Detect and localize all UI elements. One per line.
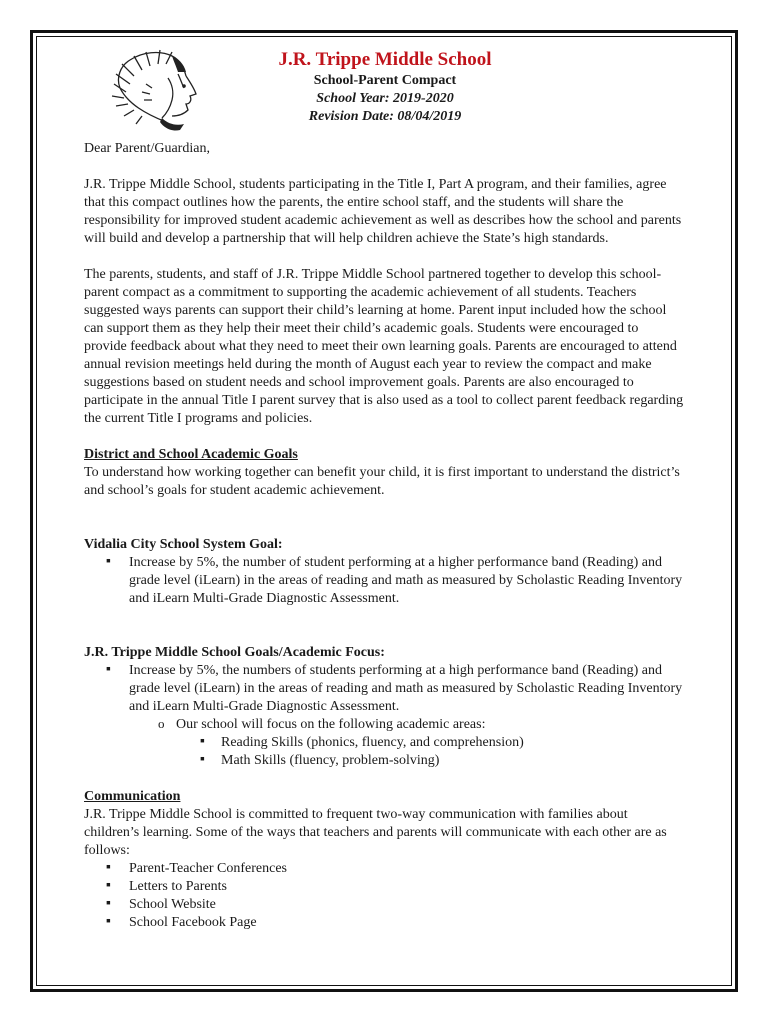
communication-item: ▪ School Website xyxy=(84,896,684,914)
district-goal-heading: Vidalia City School System Goal: xyxy=(84,537,283,552)
academic-area-item: ▪ Reading Skills (phonics, fluency, and comprehension) xyxy=(84,734,684,752)
district-goal-list xyxy=(84,554,684,608)
school-goal-heading: J.R. Trippe Middle School Goals/Academic Focus: xyxy=(84,645,385,660)
school-goal-sub-bullet: o Our school will focus on the following academic areas: xyxy=(84,716,684,734)
salutation: Dear Parent/Guardian, xyxy=(84,141,210,156)
document-header xyxy=(0,48,770,126)
communication-heading: Communication xyxy=(84,789,181,804)
communication-list xyxy=(84,860,684,932)
communication-item: ▪ Letters to Parents xyxy=(84,878,684,896)
school-goal-bullet: ▪ Increase by 5%, the numbers of students performing at a high performance band (Reading) and grade level (iLearn) in the areas of reading and math as measured by Scholastic Reading Inventory and iLearn Multi-Grade Diagnostic Assessment. xyxy=(84,662,684,716)
school-name-title: J.R. Trippe Middle School xyxy=(278,49,492,70)
goals-section-intro: To understand how working together can benefit your child, it is first important to understand the district’s and school’s goals for student academic achievement. xyxy=(84,465,680,498)
school-goal-list xyxy=(84,662,684,770)
academic-area-item: ▪ Math Skills (fluency, problem-solving) xyxy=(84,752,684,770)
goals-section-heading: District and School Academic Goals xyxy=(84,447,298,462)
document-title: School-Parent Compact xyxy=(313,73,457,88)
communication-intro: J.R. Trippe Middle School is committed to frequent two-way communication with families about children’s learning. Some of the ways that teachers and parents will communicate with each other are as follows: xyxy=(84,807,667,858)
communication-item: ▪ Parent-Teacher Conferences xyxy=(84,860,684,878)
intro-paragraph-2: The parents, students, and staff of J.R. Trippe Middle School partnered together to develop this school-parent compact as a commitment to supporting the academic achievement of all students. Teachers suggested ways parents can support their child’s learning at home. Parent input included how the school can support them as they help their meet their child’s academic goals. Students were encouraged to provide feedback about what they need to meet their own learning goals. Parents are encouraged to attend annual revision meetings held during the month of August each year to review the compact and make suggestions based on student needs and school improvement goals. Parents are also encouraged to participate in the annual Title I parent survey that is also used as a tool to collect parent feedback regarding the current Title I programs and policies. xyxy=(84,267,684,426)
district-goal-bullet: ▪ Increase by 5%, the number of student performing at a higher performance band (Reading) and grade level (iLearn) in the areas of reading and math as measured by Scholastic Reading Inventory and iLearn Multi-Grade Diagnostic Assessment. xyxy=(84,554,684,608)
school-year: School Year: 2019-2020 xyxy=(316,91,454,106)
communication-item: ▪ School Facebook Page xyxy=(84,914,684,932)
document-body xyxy=(84,140,684,932)
revision-date: Revision Date: 08/04/2019 xyxy=(308,109,462,124)
intro-paragraph-1: J.R. Trippe Middle School, students participating in the Title I, Part A program, and their families, agree that this compact outlines how the parents, the entire school staff, and the students will share the responsibility for improved student academic achievement as well as describes how the school and parents will build and develop a partnership that will help children achieve the State’s high standards. xyxy=(84,177,682,246)
